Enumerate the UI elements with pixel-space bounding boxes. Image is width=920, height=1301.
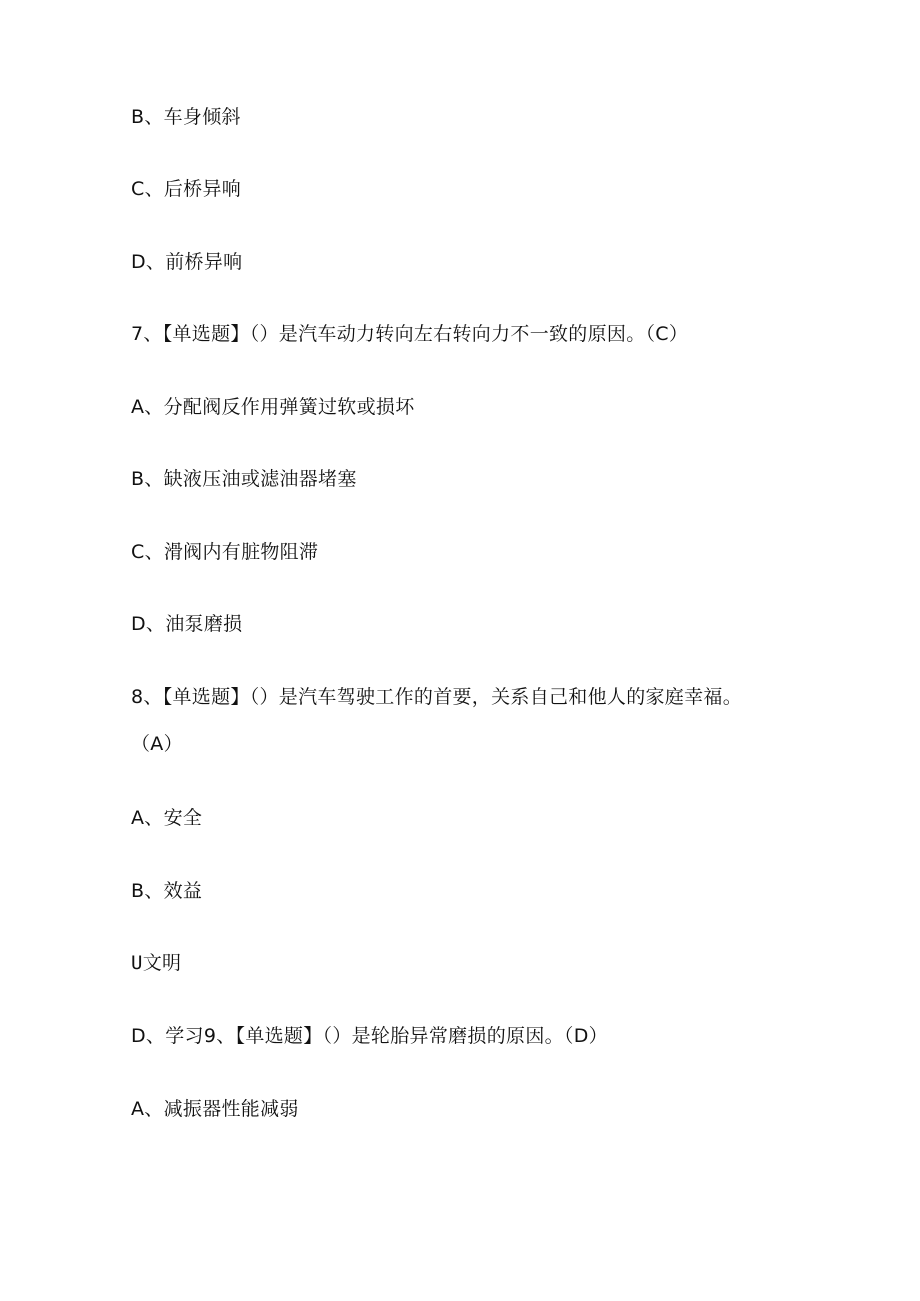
q8-option-b: B、效益	[131, 880, 203, 902]
q7-option-a: A、分配阀反作用弹簧过软或损坏	[131, 396, 415, 418]
q8-option-d-and-question-9: D、学习9、【单选题】（）是轮胎异常磨损的原因。（D）	[131, 1025, 608, 1047]
q7-option-c: C、滑阀内有脏物阻滞	[131, 541, 319, 563]
q8-option-a: A、安全	[131, 807, 203, 829]
option-d-front-axle-noise: D、前桥异响	[131, 251, 243, 273]
question-7-text: 7、【单选题】（）是汽车动力转向左右转向力不一致的原因。（C）	[131, 323, 689, 345]
q7-option-d: D、油泵磨损	[131, 613, 243, 635]
question-8-answer: （A）	[131, 733, 183, 755]
q9-option-a: A、减振器性能减弱	[131, 1098, 299, 1120]
question-8-text: 8、【单选题】（）是汽车驾驶工作的首要，关系自己和他人的家庭幸福。	[131, 686, 742, 708]
option-b-body-tilt: B、车身倾斜	[131, 106, 241, 128]
option-c-rear-axle-noise: C、后桥异响	[131, 178, 242, 200]
q7-option-b: B、缺液压油或滤油器堵塞	[131, 468, 357, 490]
q8-option-c: U文明	[131, 952, 182, 974]
